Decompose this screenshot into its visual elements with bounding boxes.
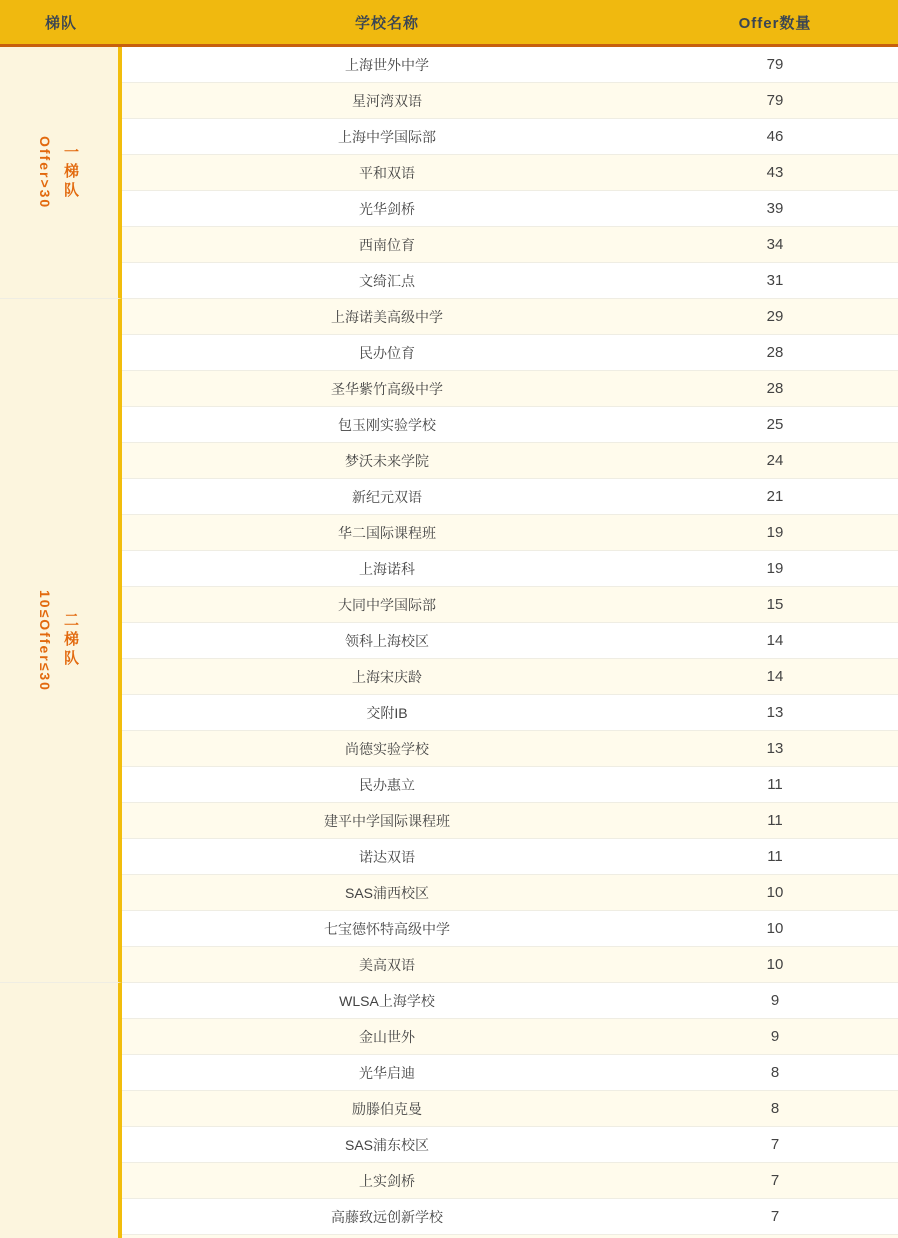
school-name: 新纪元双语 [352, 488, 422, 505]
school-name: 交附IB [366, 704, 408, 721]
offer-count: 11 [767, 848, 783, 865]
table-row [122, 1163, 898, 1199]
offer-count: 8 [770, 1064, 780, 1081]
school-name: 光华启迪 [359, 1064, 415, 1081]
table-row [122, 83, 898, 119]
offer-count: 24 [766, 452, 784, 469]
offer-count: 14 [766, 632, 784, 649]
tier-label [37, 590, 81, 692]
school-name: 七宝德怀特高级中学 [324, 920, 450, 937]
table-row [122, 1019, 898, 1055]
table-row [122, 587, 898, 623]
table-row [122, 191, 898, 227]
offer-count: 14 [766, 668, 784, 685]
offer-count: 39 [766, 200, 784, 217]
table-body [0, 47, 898, 1238]
school-name: 梦沃未来学院 [345, 452, 429, 469]
offer-count: 10 [766, 920, 784, 937]
offer-count: 46 [766, 128, 784, 145]
header-cell-tier: 梯队 [44, 14, 77, 32]
table-row [122, 227, 898, 263]
tier-label-cell [0, 47, 122, 299]
offer-count: 10 [766, 956, 784, 973]
tier-rows [122, 983, 898, 1238]
table-row [122, 443, 898, 479]
header-cell-school: 学校名称 [354, 14, 419, 32]
table-row [122, 371, 898, 407]
offer-count: 34 [766, 236, 784, 253]
table-row [122, 263, 898, 299]
offer-count: 28 [766, 344, 784, 361]
tier-rows [122, 299, 898, 983]
table-row [122, 155, 898, 191]
table-row [122, 1055, 898, 1091]
table-header [0, 0, 898, 47]
offer-count: 7 [770, 1172, 780, 1189]
offer-count: 8 [770, 1100, 780, 1117]
tier-label [37, 136, 81, 209]
offer-count: 21 [766, 488, 784, 505]
table-row [122, 623, 898, 659]
school-name: 华二国际课程班 [338, 524, 436, 541]
offer-count: 19 [766, 560, 784, 577]
tier-section [0, 983, 898, 1238]
school-name: 大同中学国际部 [338, 596, 436, 613]
offer-count: 79 [766, 92, 784, 109]
school-name: SAS浦西校区 [344, 884, 429, 901]
offer-count: 9 [770, 992, 780, 1009]
offer-count: 10 [766, 884, 784, 901]
school-name: 圣华紫竹高级中学 [331, 380, 443, 397]
table-row [122, 659, 898, 695]
table-row [122, 47, 898, 83]
table-row [122, 407, 898, 443]
table-row [122, 947, 898, 983]
offer-count: 31 [766, 272, 784, 289]
offer-count: 15 [766, 596, 784, 613]
school-name: 领科上海校区 [345, 632, 429, 649]
header-cell-offers: Offer数量 [738, 14, 812, 32]
offer-count: 25 [766, 416, 784, 433]
table-row [122, 875, 898, 911]
school-name: 尚德实验学校 [345, 740, 429, 757]
school-name: 民办位育 [359, 344, 415, 361]
table-row [122, 515, 898, 551]
school-name: 上海诺科 [359, 560, 415, 577]
school-name: 平和双语 [359, 164, 415, 181]
offer-count: 28 [766, 380, 784, 397]
tier-section [0, 299, 898, 983]
offer-count: 9 [770, 1028, 780, 1045]
table-row [122, 911, 898, 947]
offer-count: 79 [766, 56, 784, 73]
table-row [122, 839, 898, 875]
offer-count: 43 [766, 164, 784, 181]
school-name: 美高双语 [359, 956, 415, 973]
offer-count: 13 [766, 740, 784, 757]
table-row [122, 1199, 898, 1235]
tier-name: 一梯队 [62, 143, 79, 201]
tier-range: 10≤Offer≤30 [37, 589, 53, 692]
tier-rows [122, 47, 898, 299]
table-row [122, 731, 898, 767]
school-name: 上海中学国际部 [338, 128, 436, 145]
school-name: 上海诺美高级中学 [331, 308, 443, 325]
tier-section [0, 47, 898, 299]
school-name: 文绮汇点 [359, 272, 415, 289]
table-row [122, 1091, 898, 1127]
tier-label-cell [0, 983, 122, 1238]
school-name: WLSA上海学校 [339, 992, 435, 1009]
offer-count: 7 [770, 1208, 780, 1225]
table-row [122, 551, 898, 587]
table-row [122, 695, 898, 731]
tier-name: 二梯队 [62, 612, 79, 669]
school-name: SAS浦东校区 [344, 1136, 429, 1153]
offer-count: 13 [766, 704, 784, 721]
offer-count: 29 [766, 308, 784, 325]
table-row [122, 119, 898, 155]
tier-range: Offer>30 [37, 135, 53, 210]
offer-count: 19 [766, 524, 784, 541]
offer-count: 11 [767, 776, 783, 793]
table-row [122, 299, 898, 335]
school-name: 励滕伯克曼 [352, 1100, 422, 1117]
school-name: 上实剑桥 [359, 1172, 415, 1189]
offer-count: 11 [767, 812, 783, 829]
tier-label-cell [0, 299, 122, 983]
school-name: 上海世外中学 [345, 56, 429, 73]
table-row [122, 1127, 898, 1163]
table-row [122, 767, 898, 803]
table-row [122, 803, 898, 839]
school-name: 包玉刚实验学校 [338, 416, 436, 433]
school-name: 星河湾双语 [352, 92, 422, 109]
school-name: 金山世外 [359, 1028, 415, 1045]
table-row [122, 479, 898, 515]
school-name: 民办惠立 [359, 776, 415, 793]
school-name: 西南位育 [359, 236, 415, 253]
table-row [122, 335, 898, 371]
school-name: 诺达双语 [359, 848, 415, 865]
school-name: 高藤致远创新学校 [331, 1208, 443, 1225]
offer-count: 7 [770, 1136, 780, 1153]
school-name: 建平中学国际课程班 [324, 812, 450, 829]
school-name: 上海宋庆龄 [352, 668, 422, 685]
school-name: 光华剑桥 [359, 200, 415, 217]
table-row [122, 983, 898, 1019]
